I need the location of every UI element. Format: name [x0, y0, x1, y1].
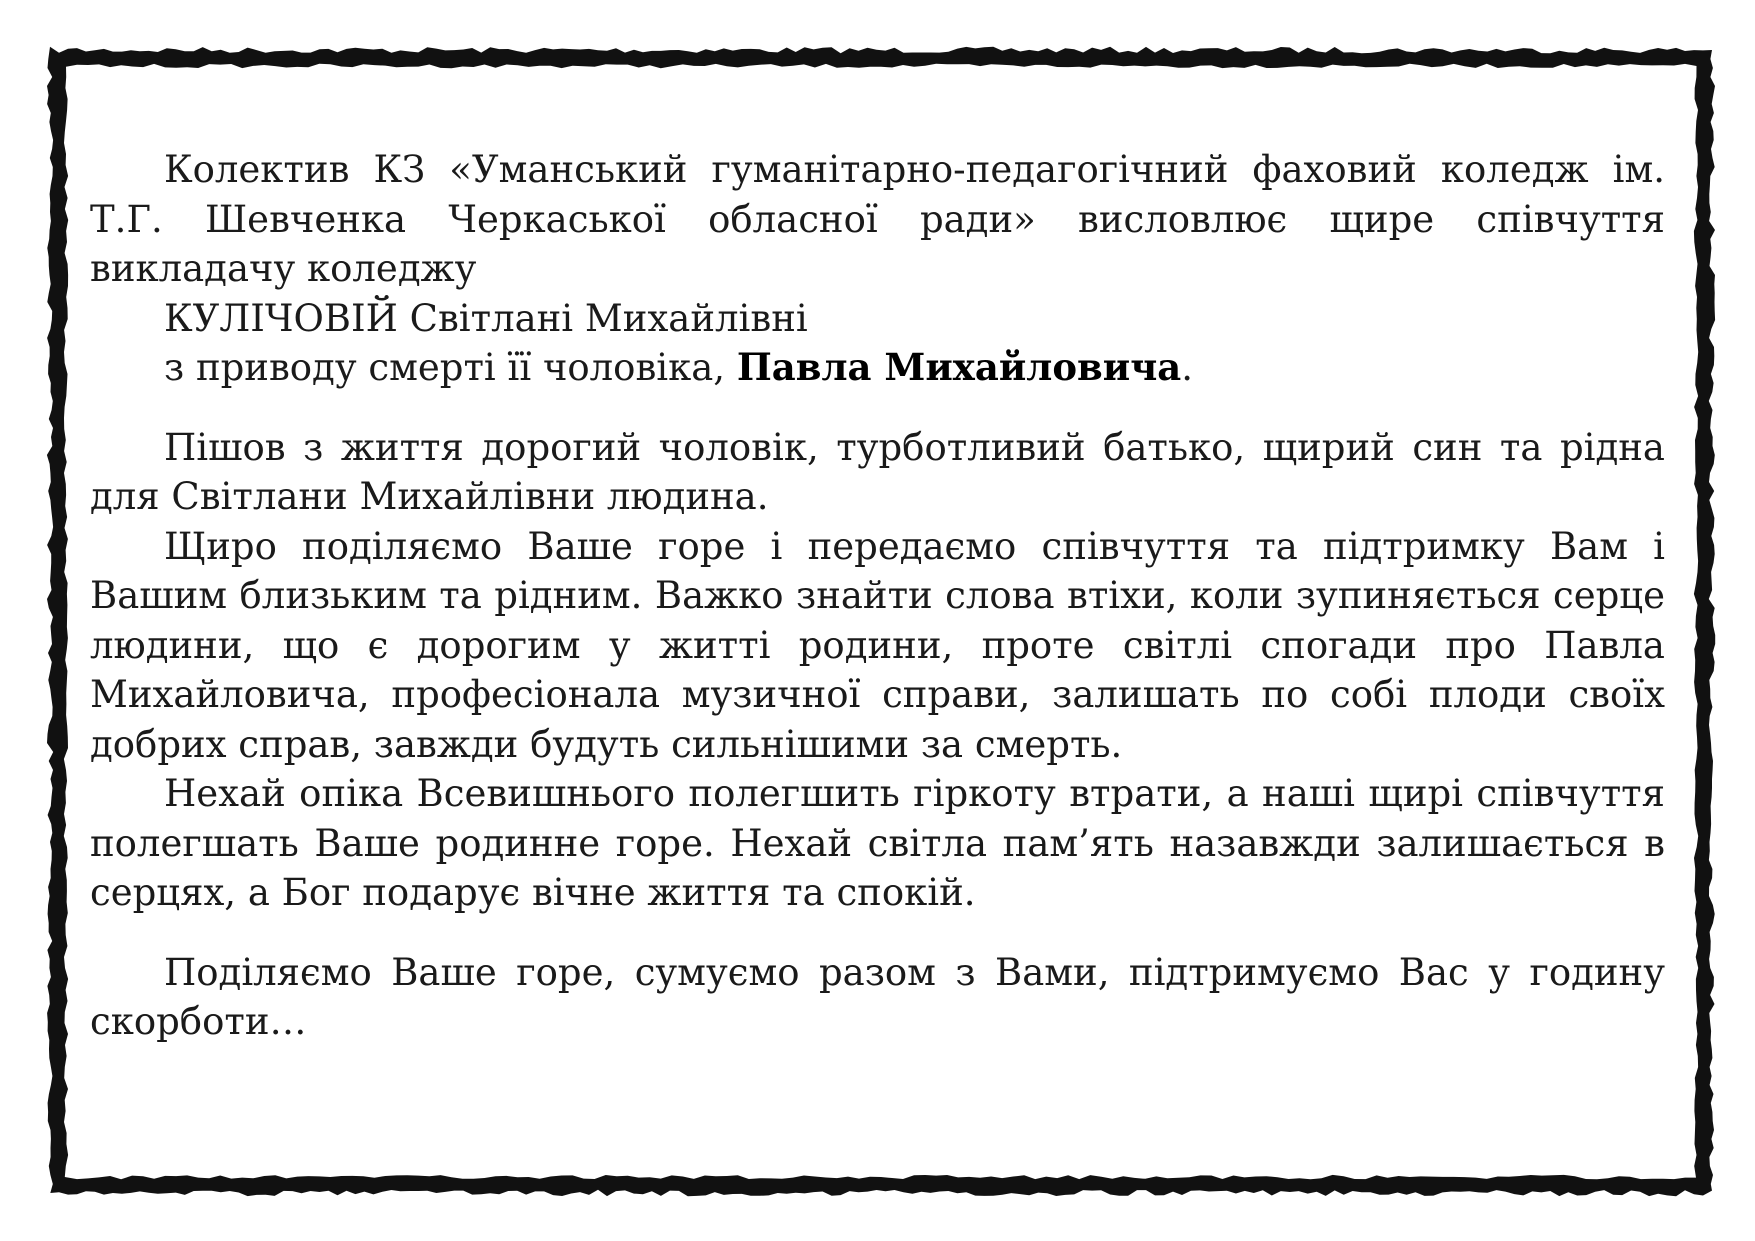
reason-line — [90, 343, 1665, 393]
paragraph-3: Щиро поділяємо Ваше горе і передаємо співчуття та підтримку Вам і Вашим близьким та рідним. Важко знайти слова втіхи, коли зупиняється серце людини, що є дорогим у житті родини, проте світлі спогади про Павла Михайловича, професіонала музичної справи, залишать по собі плоди своїх добрих справ, завжди будуть сильнішими за смерть. — [90, 524, 1665, 766]
deceased-name: Павла Михайловича — [736, 345, 1182, 389]
spacer — [90, 393, 1665, 423]
intro-paragraph: Колектив КЗ «Уманський гуманітарно-педагогічний фаховий коледж ім. Т.Г. Шевченка Черкаської обласної ради» висловлює щире співчуття викладачу коледжу — [90, 148, 1665, 290]
condolence-letter — [90, 145, 1665, 1047]
reason-prefix: з приводу смерті її чоловіка, — [164, 346, 737, 389]
paragraph-4: Нехай опіка Всевишнього полегшить гіркоту втрати, а наші щирі співчуття полегшать Ваше родинне горе. Нехай світла пам’ять назавжди залишається в серцях, а Бог подарує вічне життя та спокій. — [90, 772, 1665, 914]
closing-paragraph: Поділяємо Ваше горе, сумуємо разом з Вами, підтримуємо Вас у годину скорботи… — [90, 950, 1665, 1043]
paragraph-2: Пішов з життя дорогий чоловік, турботливий батько, щирий син та рідна для Світлани Михайлівни людина. — [90, 425, 1665, 518]
addressee-line: КУЛІЧОВІЙ Світлані Михайлівні — [164, 296, 808, 340]
spacer — [90, 918, 1665, 948]
reason-suffix: . — [1181, 346, 1194, 389]
